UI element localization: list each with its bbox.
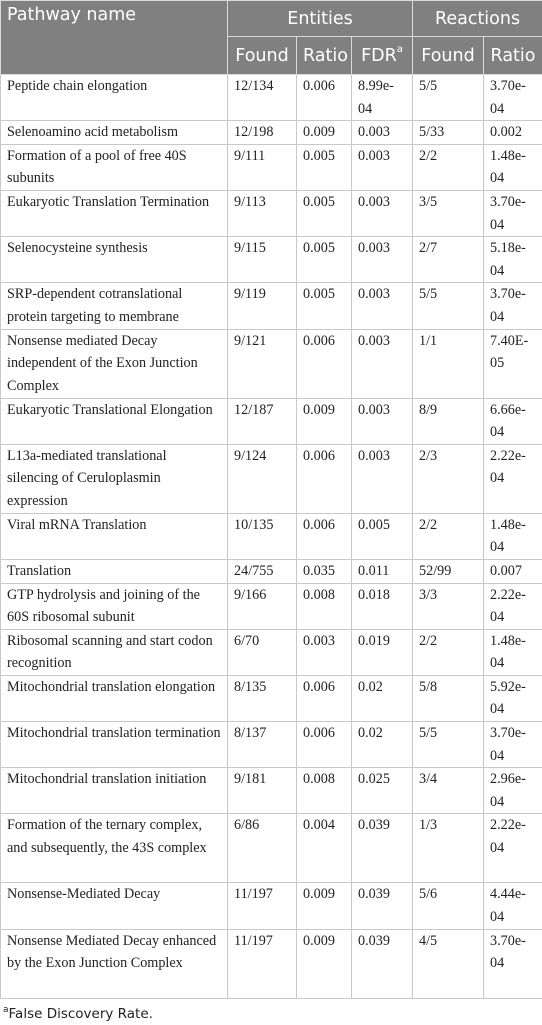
cell-reactions-found: 2/2 (413, 144, 484, 190)
cell-entities-fdr: 0.025 (352, 768, 413, 814)
cell-entities-found: 24/755 (228, 559, 297, 583)
table-row (1, 329, 542, 398)
cell-reactions-ratio: 5.92e-04 (484, 675, 542, 721)
cell-reactions-ratio: 0.002 (484, 121, 542, 145)
cell-pathway-name: Nonsense Mediated Decay enhanced by the Exon Junction Complex (1, 929, 228, 998)
cell-entities-fdr: 0.003 (352, 398, 413, 444)
cell-entities-found: 9/113 (228, 190, 297, 236)
cell-entities-ratio: 0.005 (297, 283, 352, 329)
cell-pathway-name: Ribosomal scanning and start codon recognition (1, 629, 228, 675)
cell-reactions-found: 3/5 (413, 190, 484, 236)
cell-entities-fdr: 0.003 (352, 190, 413, 236)
cell-entities-ratio: 0.009 (297, 398, 352, 444)
cell-reactions-ratio: 3.70e-04 (484, 75, 542, 121)
table-row (1, 814, 542, 883)
table-row (1, 675, 542, 721)
cell-reactions-found: 3/4 (413, 768, 484, 814)
cell-entities-fdr: 0.018 (352, 583, 413, 629)
cell-reactions-found: 2/2 (413, 513, 484, 559)
cell-pathway-name: Mitochondrial translation initiation (1, 768, 228, 814)
fdr-label: FDR (361, 45, 397, 66)
footnote (3, 1006, 153, 1022)
cell-pathway-name: Nonsense-Mediated Decay (1, 883, 228, 929)
cell-reactions-ratio: 1.48e-04 (484, 513, 542, 559)
cell-entities-fdr: 0.005 (352, 513, 413, 559)
table-body (1, 75, 542, 999)
cell-reactions-ratio: 6.66e-04 (484, 398, 542, 444)
cell-entities-fdr: 0.02 (352, 675, 413, 721)
table-row (1, 144, 542, 190)
table-row (1, 75, 542, 121)
cell-pathway-name: Viral mRNA Translation (1, 513, 228, 559)
cell-reactions-found: 5/5 (413, 722, 484, 768)
header-pathway-name: Pathway name (1, 1, 228, 75)
cell-reactions-ratio: 3.70e-04 (484, 190, 542, 236)
header-reactions-found: Found (413, 37, 484, 75)
cell-reactions-ratio: 2.96e-04 (484, 768, 542, 814)
table-row (1, 929, 542, 998)
cell-entities-found: 11/197 (228, 929, 297, 998)
header-reactions-ratio: Ratio (484, 37, 542, 75)
table-row (1, 190, 542, 236)
table-row (1, 768, 542, 814)
cell-reactions-ratio: 1.48e-04 (484, 629, 542, 675)
cell-entities-ratio: 0.008 (297, 768, 352, 814)
table-row (1, 121, 542, 145)
cell-entities-fdr: 0.019 (352, 629, 413, 675)
cell-entities-ratio: 0.009 (297, 929, 352, 998)
header-reactions: Reactions (413, 1, 542, 37)
table-row (1, 583, 542, 629)
cell-pathway-name: Peptide chain elongation (1, 75, 228, 121)
table-row (1, 883, 542, 929)
cell-reactions-found: 2/2 (413, 629, 484, 675)
cell-reactions-found: 1/3 (413, 814, 484, 883)
cell-entities-found: 9/111 (228, 144, 297, 190)
cell-entities-fdr: 8.99e-04 (352, 75, 413, 121)
cell-entities-fdr: 0.003 (352, 144, 413, 190)
cell-reactions-found: 5/5 (413, 75, 484, 121)
cell-pathway-name: Eukaryotic Translation Termination (1, 190, 228, 236)
cell-pathway-name: Translation (1, 559, 228, 583)
cell-reactions-ratio: 3.70e-04 (484, 722, 542, 768)
cell-reactions-found: 8/9 (413, 398, 484, 444)
cell-entities-found: 11/197 (228, 883, 297, 929)
cell-pathway-name: Mitochondrial translation termination (1, 722, 228, 768)
cell-reactions-found: 52/99 (413, 559, 484, 583)
cell-entities-ratio: 0.005 (297, 190, 352, 236)
cell-entities-found: 12/198 (228, 121, 297, 145)
cell-reactions-ratio: 2.22e-04 (484, 814, 542, 883)
cell-entities-ratio: 0.008 (297, 583, 352, 629)
table-row (1, 559, 542, 583)
cell-reactions-ratio: 4.44e-04 (484, 883, 542, 929)
cell-entities-ratio: 0.006 (297, 75, 352, 121)
cell-entities-found: 9/166 (228, 583, 297, 629)
cell-entities-fdr: 0.003 (352, 237, 413, 283)
cell-reactions-ratio: 2.22e-04 (484, 444, 542, 513)
cell-entities-ratio: 0.006 (297, 722, 352, 768)
cell-reactions-found: 2/7 (413, 237, 484, 283)
cell-reactions-ratio: 7.40E-05 (484, 329, 542, 398)
cell-pathway-name: SRP-dependent cotranslational protein targeting to membrane (1, 283, 228, 329)
cell-pathway-name: L13a-mediated translational silencing of Ceruloplasmin expression (1, 444, 228, 513)
footnote-text: False Discovery Rate. (8, 1006, 153, 1022)
cell-reactions-ratio: 3.70e-04 (484, 929, 542, 998)
cell-entities-found: 9/121 (228, 329, 297, 398)
cell-reactions-ratio: 1.48e-04 (484, 144, 542, 190)
cell-entities-found: 6/86 (228, 814, 297, 883)
cell-reactions-found: 1/1 (413, 329, 484, 398)
cell-pathway-name: Selenocysteine synthesis (1, 237, 228, 283)
cell-entities-ratio: 0.004 (297, 814, 352, 883)
footnote-marker: a (3, 1005, 9, 1015)
cell-entities-found: 8/135 (228, 675, 297, 721)
cell-reactions-ratio: 3.70e-04 (484, 283, 542, 329)
header-entities-fdr (352, 37, 413, 75)
table-row (1, 513, 542, 559)
cell-pathway-name: Mitochondrial translation elongation (1, 675, 228, 721)
cell-entities-fdr: 0.003 (352, 329, 413, 398)
cell-reactions-found: 3/3 (413, 583, 484, 629)
cell-entities-ratio: 0.006 (297, 444, 352, 513)
cell-entities-found: 9/115 (228, 237, 297, 283)
table-row (1, 629, 542, 675)
cell-entities-fdr: 0.011 (352, 559, 413, 583)
cell-entities-found: 6/70 (228, 629, 297, 675)
cell-reactions-found: 5/8 (413, 675, 484, 721)
cell-reactions-ratio: 2.22e-04 (484, 583, 542, 629)
table-header (1, 1, 542, 75)
cell-entities-ratio: 0.009 (297, 121, 352, 145)
cell-entities-fdr: 0.039 (352, 814, 413, 883)
cell-entities-found: 8/137 (228, 722, 297, 768)
cell-pathway-name: GTP hydrolysis and joining of the 60S ribosomal subunit (1, 583, 228, 629)
header-entities-ratio: Ratio (297, 37, 352, 75)
fdr-footnote-marker: a (396, 43, 403, 55)
cell-reactions-ratio: 0.007 (484, 559, 542, 583)
cell-reactions-found: 5/6 (413, 883, 484, 929)
cell-entities-fdr: 0.039 (352, 883, 413, 929)
cell-reactions-found: 4/5 (413, 929, 484, 998)
cell-entities-found: 10/135 (228, 513, 297, 559)
table-row (1, 237, 542, 283)
cell-entities-found: 9/124 (228, 444, 297, 513)
cell-entities-found: 9/181 (228, 768, 297, 814)
cell-pathway-name: Selenoamino acid metabolism (1, 121, 228, 145)
header-entities-found: Found (228, 37, 297, 75)
cell-entities-ratio: 0.005 (297, 144, 352, 190)
cell-reactions-found: 5/5 (413, 283, 484, 329)
cell-pathway-name: Formation of the ternary complex, and subsequently, the 43S complex (1, 814, 228, 883)
cell-pathway-name: Eukaryotic Translational Elongation (1, 398, 228, 444)
cell-entities-ratio: 0.005 (297, 237, 352, 283)
cell-reactions-found: 2/3 (413, 444, 484, 513)
cell-entities-fdr: 0.02 (352, 722, 413, 768)
cell-entities-fdr: 0.003 (352, 121, 413, 145)
table-row (1, 444, 542, 513)
table-row (1, 283, 542, 329)
cell-entities-ratio: 0.003 (297, 629, 352, 675)
cell-entities-found: 12/187 (228, 398, 297, 444)
cell-reactions-found: 5/33 (413, 121, 484, 145)
cell-entities-found: 9/119 (228, 283, 297, 329)
cell-reactions-ratio: 5.18e-04 (484, 237, 542, 283)
cell-entities-found: 12/134 (228, 75, 297, 121)
cell-pathway-name: Nonsense mediated Decay independent of the Exon Junction Complex (1, 329, 228, 398)
cell-entities-fdr: 0.003 (352, 283, 413, 329)
cell-entities-ratio: 0.006 (297, 675, 352, 721)
cell-entities-ratio: 0.035 (297, 559, 352, 583)
cell-entities-fdr: 0.039 (352, 929, 413, 998)
cell-pathway-name: Formation of a pool of free 40S subunits (1, 144, 228, 190)
header-entities: Entities (228, 1, 413, 37)
cell-entities-fdr: 0.003 (352, 444, 413, 513)
cell-entities-ratio: 0.009 (297, 883, 352, 929)
cell-entities-ratio: 0.006 (297, 329, 352, 398)
table-row (1, 722, 542, 768)
table-row (1, 398, 542, 444)
cell-entities-ratio: 0.006 (297, 513, 352, 559)
